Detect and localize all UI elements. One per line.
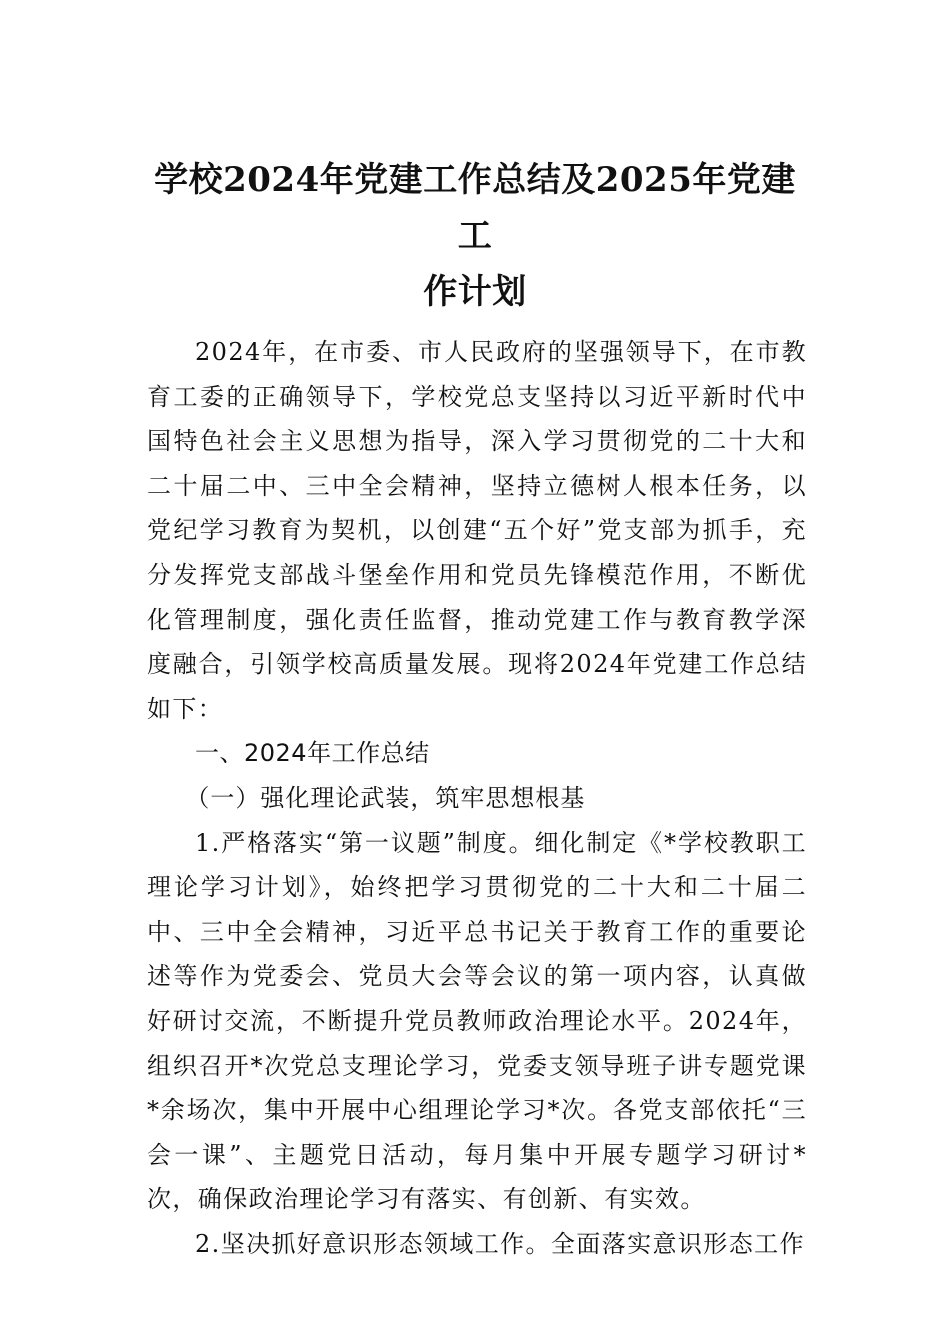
subsection-heading: （一）强化理论武装，筑牢思想根基 <box>185 783 586 812</box>
intro-paragraph: 2024年，在市委、市人民政府的坚强领导下，在市教育工委的正确领导下，学校党总支坚持以习近平新时代中国特色社会主义思想为指导，深入学习贯彻党的二十大和二十届二中、三中全会精神，坚持立德树人根本任务，以党纪学习教育为契机，以创建“五个好”党支部为抓手，充分发挥党支部战斗堡垒作用和党员先锋模范作用，不断优化管理制度，强化责任监督，推动党建工作与教育教学深度融合，引领学校高质量发展。现将2024年党建工作总结如下： <box>147 338 807 723</box>
section-heading: 一、2024年工作总结 <box>195 739 430 768</box>
title-line-2: 作计划 <box>423 272 527 312</box>
document-title <box>140 152 810 320</box>
item-paragraph-1: 1.严格落实“第一议题”制度。细化制定《*学校教职工理论学习计划》，始终把学习贯彻党的二十大和二十届二中、三中全会精神，习近平总书记关于教育工作的重要论述等作为党委会、党员大会等会议的第一项内容，认真做好研讨交流，不断提升党员教师政治理论水平。2024年，组织召开*次党总支理论学习，党委支领导班子讲专题党课*余场次，集中开展中心组理论学习*次。各党支部依托“三会一课”、主题党日活动，每月集中开展专题学习研讨*次，确保政治理论学习有落实、有创新、有实效。 <box>147 828 807 1214</box>
document-body <box>147 330 807 1266</box>
item-paragraph-2: 2.坚决抓好意识形态领域工作。全面落实意识形态工作 <box>195 1229 805 1258</box>
title-line-1: 学校2024年党建工作总结及2025年党建工 <box>154 160 796 256</box>
